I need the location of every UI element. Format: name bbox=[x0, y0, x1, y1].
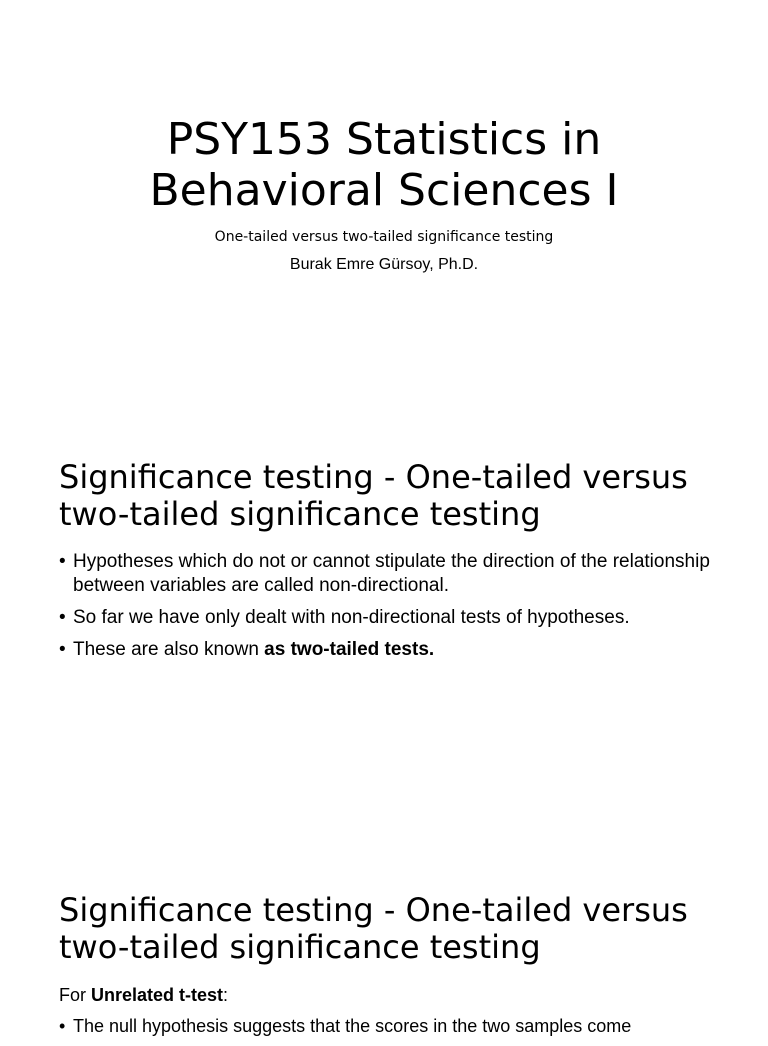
bullet-icon: • bbox=[59, 551, 66, 572]
slide-heading: Significance testing - One-tailed versus two-tailed significance testing bbox=[59, 458, 688, 533]
content-slide-2 bbox=[0, 864, 768, 1036]
title-slide bbox=[0, 0, 768, 432]
bullet-icon: • bbox=[59, 639, 66, 660]
bullet-item bbox=[59, 1014, 739, 1038]
bullet-text: The null hypothesis suggests that the scores in the two samples come bbox=[73, 1016, 632, 1036]
bullet-item bbox=[59, 550, 719, 598]
bullet-text: Hypotheses which do not or cannot stipulate the direction of the relationship between variables are called non-directional. bbox=[73, 551, 710, 596]
presentation-title: PSY153 Statistics in Behavioral Sciences I bbox=[149, 114, 619, 216]
slide-heading: Significance testing - One-tailed versus two-tailed significance testing bbox=[59, 891, 688, 966]
test-type-label bbox=[59, 983, 228, 1007]
for-prefix: For bbox=[59, 985, 92, 1005]
test-type-name: Unrelated t-test bbox=[91, 985, 224, 1005]
bullet-emphasis: as two-tailed tests. bbox=[264, 639, 435, 660]
presentation-subtitle: One-tailed versus two-tailed significance testing bbox=[214, 229, 554, 245]
bullet-item bbox=[59, 606, 719, 630]
bullet-item bbox=[59, 638, 719, 662]
bullet-text: So far we have only dealt with non-directional tests of hypotheses. bbox=[73, 607, 630, 628]
for-suffix: : bbox=[223, 985, 229, 1005]
author-name: Burak Emre Gürsoy, Ph.D. bbox=[289, 256, 479, 273]
bullet-icon: • bbox=[59, 1016, 66, 1036]
bullet-list bbox=[59, 1014, 739, 1046]
bullet-icon: • bbox=[59, 607, 66, 628]
bullet-list bbox=[59, 550, 719, 670]
bullet-text: These are also known bbox=[73, 639, 265, 660]
content-slide-1 bbox=[0, 432, 768, 864]
